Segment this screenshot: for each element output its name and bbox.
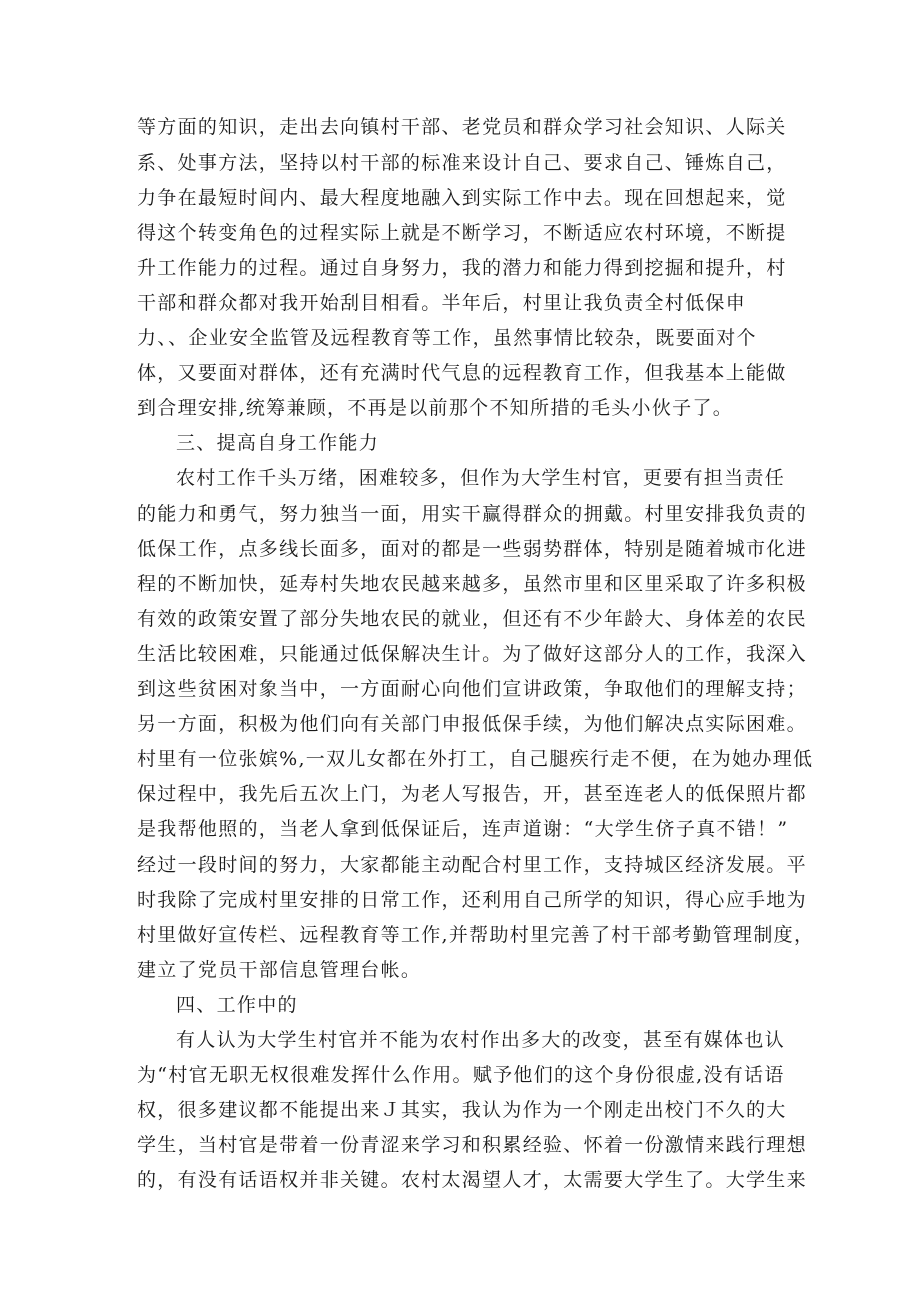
text-line: 经过一段时间的努力，大家都能主动配合村里工作，支持城区经济发展。平 [137, 854, 807, 876]
text-line: 是我帮他照的，当老人拿到低保证后，连声道谢：“大学生侪子真不错！” [137, 818, 789, 840]
text-line: 力争在最短时间内、最大程度地融入到实际工作中去。现在回想起来，觉 [137, 187, 787, 209]
text-line: 到这些贫困对象当中，一方面耐心向他们宣讲政策，争取他们的理解支持； [137, 678, 807, 700]
text-line: 体，又要面对群体，还有充满时代气息的远程教育工作，但我基本上能做 [137, 362, 787, 384]
text-line: 干部和群众都对我开始刮目相看。半年后，村里让我负责全村低保申 [137, 292, 747, 314]
text-line: 的能力和勇气，努力独当一面，用实干赢得群众的拥戴。村里安排我负责的 [137, 503, 807, 525]
text-line: 村里有一位张嫔%,一双儿女都在外打工，自己腿疾行走不便，在为她办理低 [137, 748, 814, 770]
text-line: 的，有没有话语权并非关键。农村太渴望人才，太需要大学生了。大学生来 [137, 1169, 807, 1191]
text-line: 建立了党员干部信息管理台帐。 [137, 959, 422, 981]
text-line: 学生，当村官是带着一份青涩来学习和积累经验、怀着一份激情来践行理想 [137, 1134, 807, 1156]
section-heading-4: 四、工作中的 [176, 994, 298, 1016]
text-line: 程的不断加快，延寿村失地农民越来越多，虽然市里和区里采取了许多积极 [137, 573, 807, 595]
text-line: 另一方面，积极为他们向有关部门申报低保手续，为他们解决点实际困难。 [137, 713, 807, 735]
text-line: 村里做好宣传栏、远程教育等工作,并帮助村里完善了村干部考勤管理制度， [137, 924, 815, 946]
text-line: 得这个转变角色的过程实际上就是不断学习，不断适应农村环境，不断提 [137, 222, 787, 244]
text-line: 力、、企业安全监管及远程教育等工作，虽然事情比较杂，既要面对个 [137, 327, 757, 349]
text-line: 保过程中，我先后五次上门，为老人写报告，开，甚至连老人的低保照片都 [137, 783, 807, 805]
paragraph-first-line: 有人认为大学生村官并不能为农村作出多大的改变，甚至有媒体也认 [176, 1029, 786, 1051]
text-line: 低保工作，点多线长面多，面对的都是一些弱势群体，特别是随着城市化进 [137, 538, 807, 560]
text-line: 有效的政策安置了部分失地农民的就业，但还有不少年龄大、身体差的农民 [137, 608, 807, 630]
text-line: 升工作能力的过程。通过自身努力，我的潜力和能力得到挖掘和提升，村 [137, 257, 787, 279]
text-line: 生活比较困难，只能通过低保解决生计。为了做好这部分人的工作，我深入 [137, 643, 807, 665]
section-heading-3: 三、提高自身工作能力 [176, 432, 380, 454]
text-line: 权，很多建议都不能提出来Ｊ其实，我认为作为一个刚走出校门不久的大 [137, 1099, 787, 1121]
text-line: 系、处事方法，坚持以村干部的标准来设计自己、要求自己、锤炼自己， [137, 152, 787, 174]
paragraph-first-line: 农村工作千头万绪，困难较多，但作为大学生村官，更要有担当责任 [176, 467, 786, 489]
text-line: 等方面的知识，走出去向镇村干部、老党员和群众学习社会知识、人际关 [137, 116, 787, 138]
text-line: 时我除了完成村里安排的日常工作，还利用自己所学的知识，得心应手地为 [137, 889, 807, 911]
text-line: 到合理安排,统筹兼顾，不再是以前那个不知所措的毛头小伙子了。 [137, 397, 734, 419]
text-line: 为“村官无职无权很难发挥什么作用。赋予他们的这个身份很虚,没有话语 [137, 1064, 785, 1086]
